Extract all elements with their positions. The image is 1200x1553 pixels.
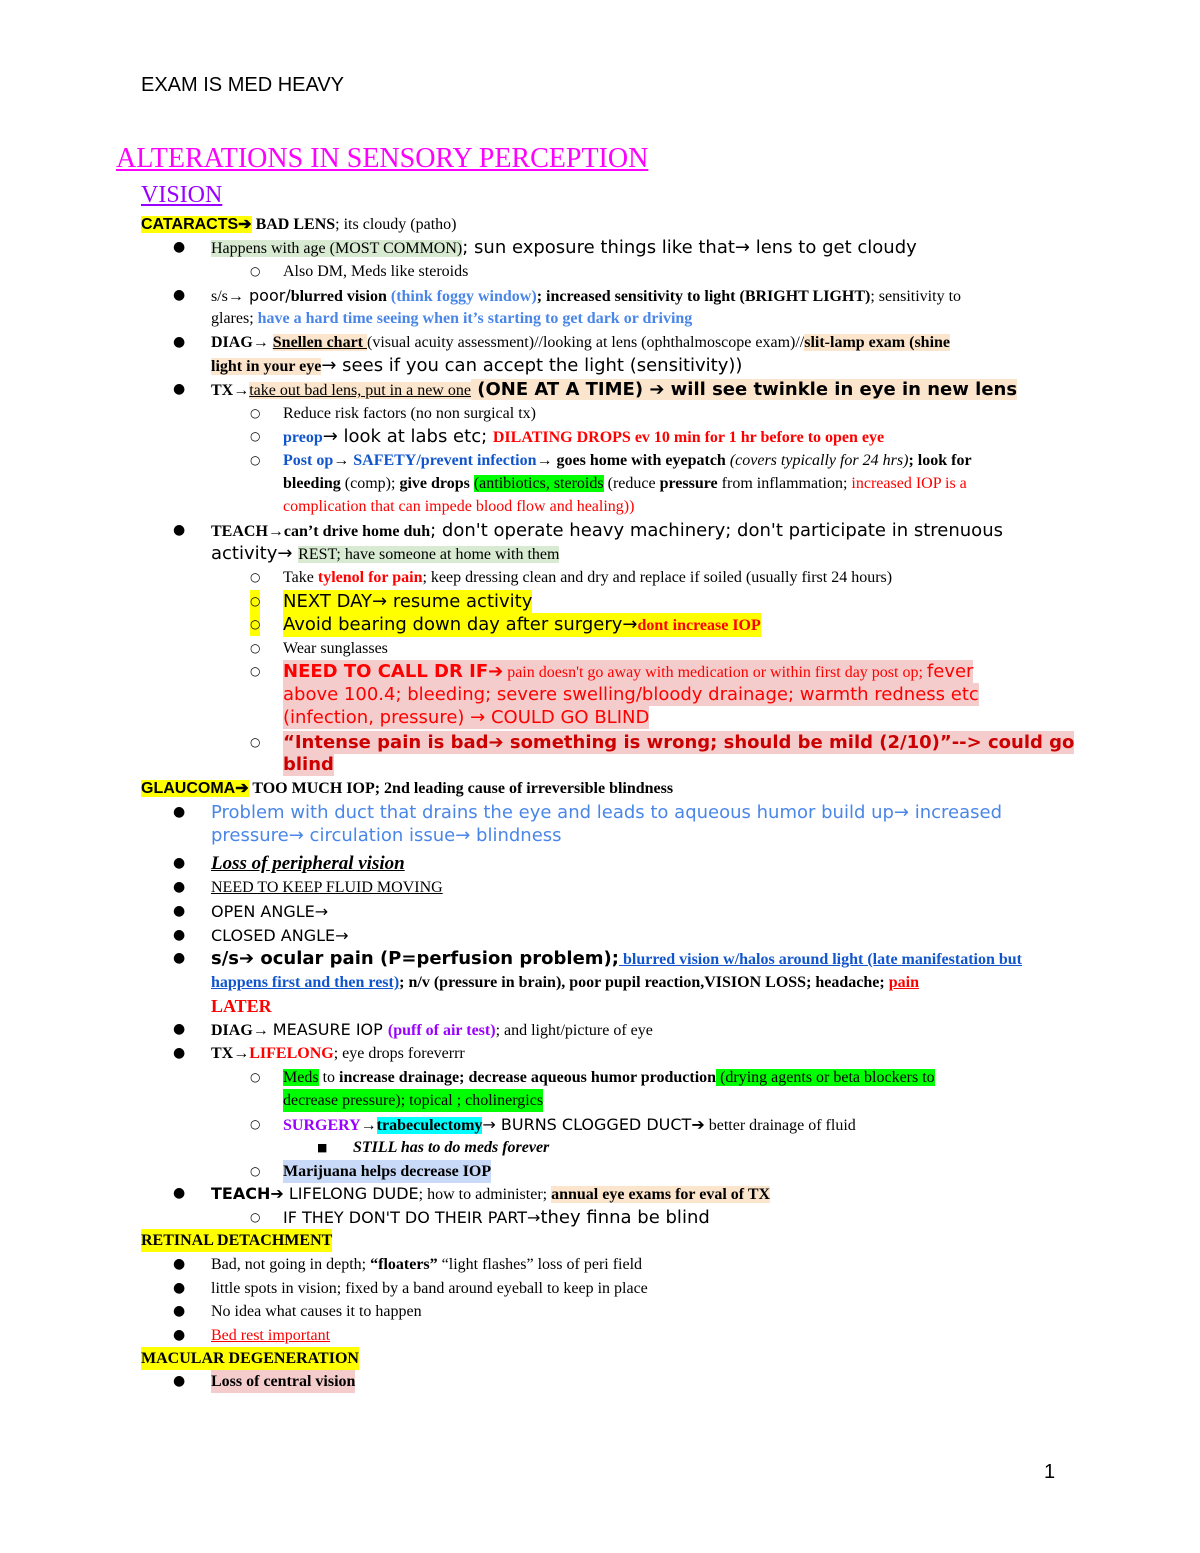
list-item-cont: happens first and then rest); n/v (pressure in brain), poor pupil reaction,VISION LOSS; headache; pain — [211, 974, 919, 991]
list-item-cont: LATER — [211, 996, 272, 1016]
page-title: ALTERATIONS IN SENSORY PERCEPTION — [116, 143, 649, 174]
list-item-cont: above 100.4; bleeding; severe swelling/bloody drainage; warmth redness etc — [283, 684, 979, 705]
list-item: Avoid bearing down day after surgery→dont increase IOP — [283, 614, 761, 635]
list-item: Bad, not going in depth; “floaters” “light flashes” loss of peri field — [211, 1256, 643, 1273]
sub-bullet-icon: ○ — [250, 453, 261, 467]
list-item: TX→LIFELONG; eye drops foreverrr — [211, 1045, 465, 1062]
sub-bullet-icon: ○ — [250, 735, 261, 749]
sub-bullet-icon: ○ — [250, 570, 261, 584]
bullet-icon: ● — [173, 239, 186, 255]
bullet-icon: ● — [173, 927, 186, 943]
list-item: Meds to increase drainage; decrease aqueous humor production (drying agents or beta blockers to — [283, 1069, 935, 1086]
bullet-icon: ● — [173, 287, 186, 303]
list-item: Reduce risk factors (no non surgical tx) — [283, 405, 536, 422]
sub-bullet-icon: ○ — [250, 664, 261, 678]
list-item-cont: decrease pressure); topical ; cholinergics — [283, 1089, 543, 1112]
list-item: STILL has to do meds forever — [353, 1139, 550, 1156]
list-item: Problem with duct that drains the eye and leads to aqueous humor build up→ increased — [211, 802, 1003, 823]
bullet-icon: ● — [173, 522, 186, 538]
list-item: Loss of peripheral vision — [211, 853, 405, 874]
page-number: 1 — [1044, 1461, 1056, 1483]
bullet-icon: ● — [173, 879, 186, 895]
bullet-icon: ● — [173, 1256, 186, 1272]
sub-bullet-icon: ○ — [250, 590, 260, 613]
list-item: TEACH→can’t drive home duh; don't operate heavy machinery; don't participate in strenuous — [211, 520, 1003, 541]
square-bullet-icon: ■ — [317, 1141, 328, 1154]
sub-bullet-icon: ○ — [250, 406, 261, 420]
list-item: DIAG→ MEASURE IOP (puff of air test); and light/picture of eye — [211, 1020, 653, 1039]
list-item-cont: light in your eye→ sees if you can accept the light (sensitivity)) — [211, 355, 743, 376]
list-item: little spots in vision; fixed by a band around eyeball to keep in place — [211, 1280, 648, 1297]
list-item: No idea what causes it to happen — [211, 1303, 422, 1320]
list-item-cont: glares; have a hard time seeing when it’s starting to get dark or driving — [211, 310, 693, 327]
list-item: Marijuana helps decrease IOP — [283, 1160, 491, 1183]
section-heading-vision: VISION — [141, 182, 223, 208]
bullet-icon: ● — [173, 381, 186, 397]
sub-bullet-icon: ○ — [250, 1117, 261, 1131]
list-item: IF THEY DON'T DO THEIR PART→they finna be blind — [283, 1207, 710, 1228]
list-item: “Intense pain is bad➔ something is wrong; should be mild (2/10)”--> could go — [283, 732, 1075, 753]
retinal-detachment-heading: RETINAL DETACHMENT — [141, 1229, 332, 1252]
bullet-icon: ● — [173, 1280, 186, 1296]
list-item-cont: blind — [283, 754, 334, 775]
list-item-cont: bleeding (comp); give drops (antibiotics, steroids (reduce pressure from inflammation; increased IOP is a — [283, 475, 967, 492]
bullet-icon: ● — [173, 1021, 186, 1037]
list-item: NEXT DAY→ resume activity — [283, 591, 533, 612]
list-item: Take tylenol for pain; keep dressing clean and dry and replace if soiled (usually first 24 hours) — [283, 569, 893, 586]
bullet-icon: ● — [173, 950, 186, 966]
cataracts-heading: CATARACTS➔ BAD LENS; its cloudy (patho) — [141, 216, 457, 233]
sub-bullet-icon: ○ — [250, 1210, 261, 1224]
glaucoma-heading: GLAUCOMA➔ TOO MUCH IOP; 2nd leading cause of irreversible blindness — [141, 780, 674, 797]
bullet-icon: ● — [173, 334, 186, 350]
bullet-icon: ● — [173, 804, 186, 820]
list-item: Loss of central vision — [211, 1370, 355, 1393]
bullet-icon: ● — [173, 1185, 186, 1201]
sub-bullet-icon: ○ — [250, 429, 261, 443]
list-item-cont: pressure→ circulation issue→ blindness — [211, 825, 562, 846]
sub-bullet-icon: ○ — [250, 613, 260, 636]
list-item: Post op→ SAFETY/prevent infection→ goes home with eyepatch (covers typically for 24 hrs); look for — [283, 452, 972, 469]
list-item: Also DM, Meds like steroids — [283, 263, 469, 280]
bullet-icon: ● — [173, 903, 186, 919]
list-item: DIAG→ Snellen chart (visual acuity assessment)//looking at lens (ophthalmoscope exam)//slit-lamp exam (shine — [211, 334, 951, 351]
list-item: SURGERY→trabeculectomy→ BURNS CLOGGED DUCT➔ better drainage of fluid — [283, 1115, 856, 1134]
sub-bullet-icon: ○ — [250, 1070, 261, 1084]
exam-header: EXAM IS MED HEAVY — [141, 74, 345, 96]
list-item: CLOSED ANGLE→ — [211, 926, 349, 945]
sub-bullet-icon: ○ — [250, 641, 261, 655]
sub-bullet-icon: ○ — [250, 264, 261, 278]
list-item: preop→ look at labs etc; DILATING DROPS ev 10 min for 1 hr before to open eye — [283, 426, 885, 447]
bullet-icon: ● — [173, 1373, 186, 1389]
list-item: TEACH➔ LIFELONG DUDE; how to administer; annual eye exams for eval of TX — [211, 1184, 771, 1203]
list-item: NEED TO KEEP FLUID MOVING — [211, 879, 443, 896]
list-item-cont: complication that can impede blood flow and healing)) — [283, 498, 635, 515]
bullet-icon: ● — [173, 1327, 186, 1343]
sub-bullet-icon: ○ — [250, 1164, 261, 1178]
bullet-icon: ● — [173, 1045, 186, 1061]
list-item: s/s→ poor/blurred vision (think foggy window); increased sensitivity to light (BRIGHT LIGHT); sensitivity to — [211, 286, 962, 305]
list-item: Bed rest important — [211, 1327, 331, 1344]
list-item: Wear sunglasses — [283, 640, 388, 657]
list-item-cont: activity→ REST; have someone at home with them — [211, 543, 560, 564]
macular-degeneration-heading: MACULAR DEGENERATION — [141, 1347, 359, 1370]
list-item: Happens with age (MOST COMMON); sun exposure things like that→ lens to get cloudy — [211, 237, 917, 258]
list-item: NEED TO CALL DR IF➔ pain doesn't go away with medication or within first day post op; fever — [283, 661, 974, 682]
list-item: TX→take out bad lens, put in a new one (ONE AT A TIME) ➔ will see twinkle in eye in new lens — [211, 379, 1018, 400]
bullet-icon: ● — [173, 855, 186, 871]
list-item: OPEN ANGLE→ — [211, 902, 329, 921]
list-item-cont: (infection, pressure) → COULD GO BLIND — [283, 707, 650, 728]
bullet-icon: ● — [173, 1303, 186, 1319]
list-item: s/s➔ ocular pain (P=perfusion problem); blurred vision w/halos around light (late manifestation but — [211, 948, 1022, 969]
